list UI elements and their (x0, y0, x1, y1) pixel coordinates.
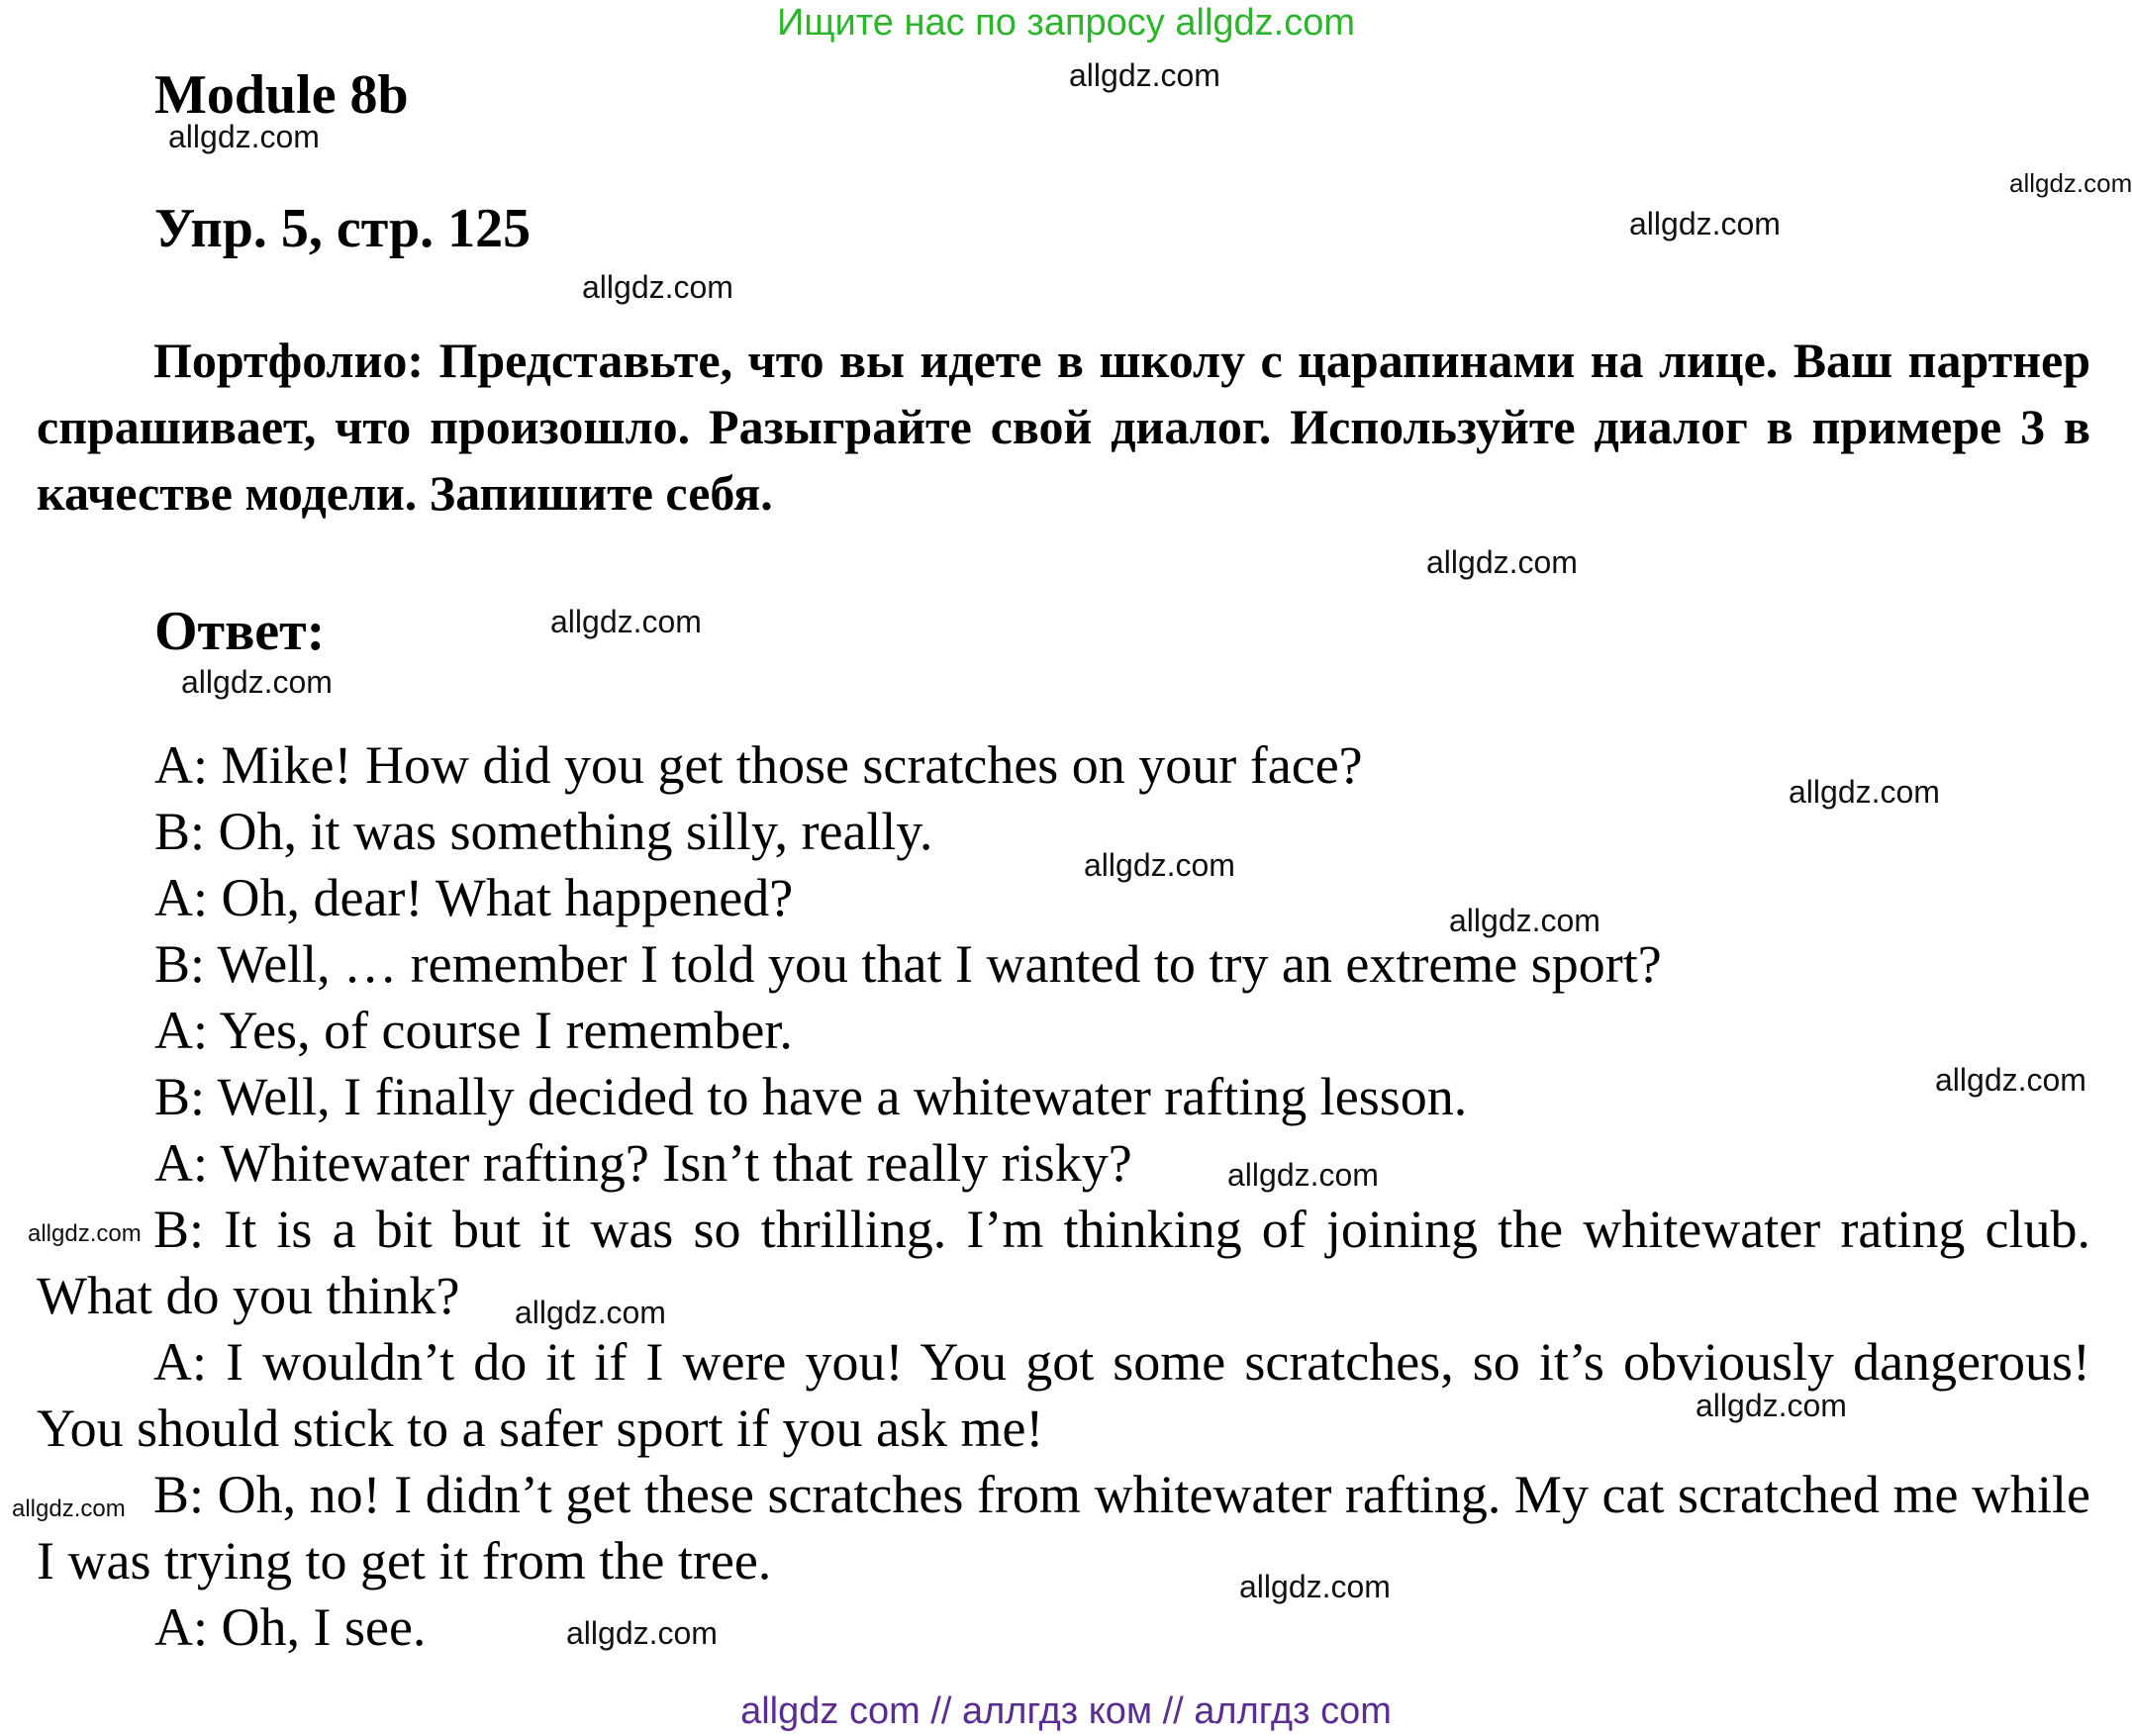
watermark: allgdz.com (1227, 1157, 1379, 1193)
watermark: allgdz.com (2009, 168, 2132, 198)
watermark: allgdz.com (1789, 774, 1940, 810)
watermark: allgdz.com (1629, 206, 1781, 241)
dialogue-text: B: Oh, no! I didn’t get these scratches from whitewater rafting. My cat scratched me while I was trying to get it from the tree. (37, 1465, 2090, 1591)
dialogue-line: A: Whitewater rafting? Isn’t that really risky? (154, 1133, 1132, 1193)
dialogue-line: B: Well, … remember I told you that I wanted to try an extreme sport? (154, 934, 1662, 994)
dialogue-line: B: Well, I finally decided to have a whitewater rafting lesson. (154, 1067, 1468, 1126)
watermark: allgdz.com (181, 664, 333, 700)
answer-label: Ответ: (154, 601, 326, 662)
watermark: allgdz.com (1449, 903, 1600, 938)
task-instructions (37, 328, 2090, 527)
module-title: Module 8b (154, 64, 409, 126)
footer-links: allgdz com // аллгдз ком // аллгдз com (740, 1690, 1392, 1732)
dialogue-line: A: Oh, I see. (154, 1597, 427, 1657)
watermark: allgdz.com (515, 1295, 666, 1330)
task-text: Портфолио: Представьте, что вы идете в школу с царапинами на лице. Ваш партнер спрашивает, что произошло. Разыграйте свой диалог. Используйте диалог в примере 3 в качестве модели. Запишите себя. (37, 333, 2090, 521)
dialogue-line: A: Oh, dear! What happened? (154, 868, 794, 927)
dialogue-text: B: It is a bit but it was so thrilling. I’m thinking of joining the whitewater rating club. What do you think? (37, 1200, 2090, 1325)
watermark: allgdz.com (550, 604, 702, 639)
watermark: allgdz.com (1935, 1062, 2086, 1098)
dialogue-paragraph (37, 1197, 2090, 1329)
watermark: allgdz.com (1696, 1388, 1847, 1423)
watermark: allgdz.com (1069, 57, 1220, 93)
dialogue-text: A: I wouldn’t do it if I were you! You got some scratches, so it’s obviously dangerous! You should stick to a safer sport if you ask me! (37, 1332, 2090, 1458)
exercise-reference: Упр. 5, стр. 125 (154, 198, 532, 259)
watermark: allgdz.com (582, 269, 733, 305)
watermark: allgdz.com (566, 1615, 718, 1651)
watermark: allgdz.com (12, 1495, 126, 1522)
top-banner: Ищите нас по запросу allgdz.com (776, 2, 1355, 44)
dialogue-paragraph (37, 1462, 2090, 1594)
watermark: allgdz.com (1239, 1569, 1391, 1604)
dialogue-line: A: Mike! How did you get those scratches on your face? (154, 735, 1363, 795)
watermark: allgdz.com (1426, 544, 1578, 580)
watermark: allgdz.com (1084, 847, 1235, 883)
dialogue-line: B: Oh, it was something silly, really. (154, 802, 933, 861)
watermark: allgdz.com (168, 119, 320, 154)
dialogue-line: A: Yes, of course I remember. (154, 1001, 793, 1060)
watermark: allgdz.com (28, 1220, 142, 1247)
